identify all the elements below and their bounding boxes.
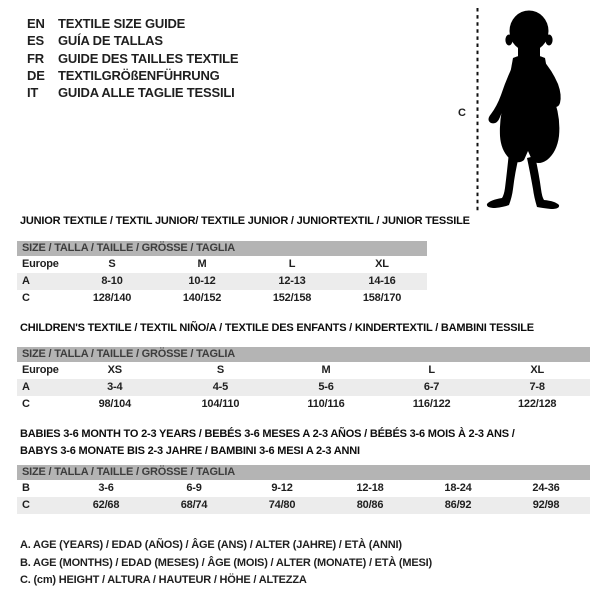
row-label: A [22,275,30,287]
row-label: Europe [22,364,59,376]
size-cell: 7-8 [529,381,545,393]
size-cell: M [321,364,331,376]
size-header-bar: SIZE / TALLA / TAILLE / GRÖSSE / TAGLIA [17,347,590,362]
footnote-height: C. (cm) HEIGHT / ALTURA / HAUTEUR / HÖHE / ALTEZZA [20,574,307,587]
table-row-height [17,497,590,514]
size-cell: 74/80 [268,499,296,511]
language-label: TEXTILE SIZE GUIDE [58,16,186,32]
size-header-bar: SIZE / TALLA / TAILLE / GRÖSSE / TAGLIA [17,241,427,256]
language-code: ES [27,33,44,49]
language-row-es [27,32,238,49]
size-cell: 6-9 [186,482,202,494]
table-row-europe [17,256,427,273]
language-title-block [27,15,238,101]
size-cell: 12-13 [278,275,306,287]
babies-section-title [20,426,515,460]
size-cell: 4-5 [212,381,229,393]
size-cell: L [428,364,435,376]
size-cell: 140/152 [182,292,222,304]
language-label: GUIDA ALLE TAGLIE TESSILI [58,85,235,101]
size-cell: 92/98 [532,499,560,511]
language-label: GUÍA DE TALLAS [58,33,163,49]
size-cell: 68/74 [180,499,208,511]
language-code: EN [27,16,45,32]
size-cell: S [216,364,224,376]
babies-title-line-1: BABIES 3-6 MONTH TO 2-3 YEARS / BEBÉS 3-6 MESES A 2-3 AÑOS / BÉBÉS 3-6 MOIS À 2-3 ANS / [20,428,515,440]
toddler-silhouette-shape [487,11,561,210]
size-cell: 128/140 [92,292,132,304]
size-cell: 80/86 [356,499,384,511]
size-cell: 110/116 [307,398,345,410]
row-label: C [22,398,30,410]
row-label: Europe [22,258,59,270]
language-row-en [27,15,238,32]
row-label: C [22,292,30,304]
language-label: GUIDE DES TAILLES TEXTILE [58,50,239,66]
size-cell: S [108,258,116,270]
size-cell: 3-4 [107,381,123,393]
size-cell: 8-10 [101,275,123,287]
size-cell: XL [375,258,389,270]
table-row-age [17,379,590,396]
table-row-europe [17,362,590,379]
table-row-height [17,290,427,307]
language-row-de [27,67,238,84]
size-cell: 24-36 [532,482,560,494]
height-marker-label: C [458,107,466,119]
size-cell: 158/170 [362,292,402,304]
size-cell: 62/68 [92,499,120,511]
size-header-bar: SIZE / TALLA / TAILLE / GRÖSSE / TAGLIA [17,465,590,480]
size-cell: 18-24 [444,482,472,494]
table-row-height [17,396,590,413]
legend-footnotes [20,537,432,590]
size-cell: 12-18 [356,482,384,494]
language-code: DE [27,68,45,84]
row-label: C [22,499,30,511]
table-row-age [17,273,427,290]
children-section-title: CHILDREN'S TEXTILE / TEXTIL NIÑO/A / TEXTILE DES ENFANTS / KINDERTEXTIL / BAMBINI TESSILE [20,322,534,334]
language-row-fr [27,50,238,67]
size-cell: 116/122 [412,398,451,410]
child-silhouette-icon [450,0,600,215]
language-code: FR [27,50,44,66]
size-cell: L [288,258,296,270]
babies-title-line-2: BABYS 3-6 MONATE BIS 2-3 JAHRE / BAMBINI 3-6 MESI A 2-3 ANNI [20,445,360,457]
size-cell: 6-7 [423,381,440,393]
language-row-it [27,84,238,101]
size-cell: 86/92 [444,499,472,511]
child-height-figure [450,0,600,215]
size-cell: 5-6 [318,381,334,393]
row-label: B [22,482,30,494]
size-cell: XL [530,364,544,376]
footnote-age-months: B. AGE (MONTHS) / EDAD (MESES) / ÂGE (MOIS) / ALTER (MONATE) / ETÀ (MESI) [20,556,432,569]
size-cell: 122/128 [517,398,557,410]
size-cell: M [197,258,207,270]
size-cell: 152/158 [272,292,312,304]
footnote-age-years: A. AGE (YEARS) / EDAD (AÑOS) / ÂGE (ANS) / ALTER (JAHRE) / ETÀ (ANNI) [20,539,402,551]
language-label: TEXTILGRÖßENFÜHRUNG [58,68,220,84]
size-cell: 10-12 [188,275,216,287]
size-cell: XS [107,364,122,376]
size-cell: 3-6 [98,482,114,494]
children-size-table [17,347,590,413]
row-label: A [22,381,30,393]
table-row-months [17,480,590,497]
language-code: IT [27,85,39,101]
size-cell: 14-16 [368,275,396,287]
size-cell: 9-12 [271,482,293,494]
size-cell: 98/104 [98,398,132,410]
babies-size-table [17,465,590,514]
junior-size-table [17,241,427,307]
junior-section-title: JUNIOR TEXTILE / TEXTIL JUNIOR/ TEXTILE JUNIOR / JUNIORTEXTIL / JUNIOR TESSILE [20,215,470,227]
size-cell: 104/110 [201,398,240,410]
